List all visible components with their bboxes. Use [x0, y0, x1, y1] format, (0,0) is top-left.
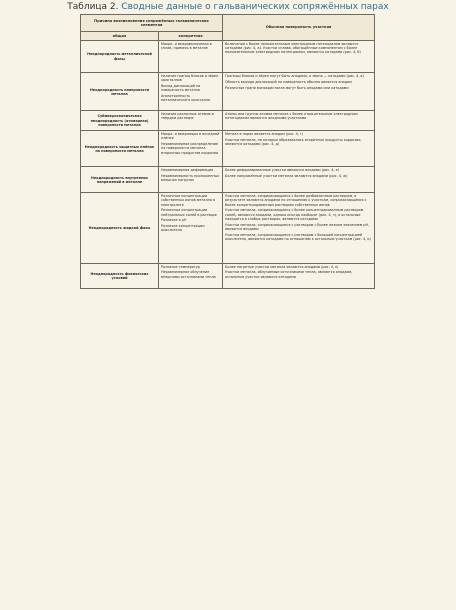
table-row: [81, 41, 375, 73]
header-manifestation: Обычная поверхность участков: [223, 15, 375, 41]
specific-cause-entry: Анизотропность металлического кристалла: [161, 94, 210, 103]
specific-cause-entry: Неравномерность приложенных внешних нагрузок: [161, 174, 220, 183]
general-cause-cell: Неоднородность поверхности металла: [81, 73, 159, 111]
specific-cause-entry: Различные концентрации собственных ионов металла в электролите: [161, 194, 215, 207]
manifestation-entry: Более нагретые участки металла являются анодами (рис. 4, к): [225, 264, 339, 269]
table-row: [81, 263, 375, 289]
manifestation-cell: [223, 73, 375, 111]
manifestation-cell: [223, 111, 375, 131]
manifestation-cell: [223, 41, 375, 73]
specific-cause-entry: Наличие границ блоков и зёрен кристаллов: [161, 74, 219, 83]
galvanic-pairs-table: [80, 14, 375, 289]
manifestation-entry: Границы блоков и зёрен могут быть анодами, а зёрна — катодами (рис. 4, в): [225, 74, 364, 79]
specific-cause-entry: Неравномерное облучение внешними источниками тепла: [161, 270, 216, 279]
specific-cause-entry: Различие концентрации окислителя: [161, 224, 205, 233]
manifestation-entry: Металл в порах является анодом (рис. 4, г): [225, 132, 304, 137]
specific-cause-cell: [159, 167, 223, 193]
specific-cause-entry: Различные концентрации нейтральных солей в растворе: [161, 208, 217, 217]
manifestation-entry: Более деформированные участки являются анодами (рис. 4, е): [225, 168, 340, 173]
caption-title: Сводные данные о гальванических сопряжённых парах: [121, 2, 389, 12]
specific-cause-cell: [159, 131, 223, 167]
manifestation-entry: Включения с более положительным электродным потенциалом являются катодами (рис. 4, а). Участки сплава, обогащённые компонентом с более положительным электродным потенциалом, являются катодами (рис. 4, б): [225, 42, 361, 55]
specific-cause-cell: [159, 193, 223, 263]
table-row: [81, 73, 375, 111]
manifestation-entry: Участки металла, соприкасающиеся с раствором с более низким значением pH, являются анодами: [225, 222, 370, 231]
manifestation-cell: [223, 193, 375, 263]
specific-cause-entry: Макро- и микропоры в оксидной плёнке: [161, 132, 220, 141]
specific-cause-entry: Различие температур: [161, 264, 200, 269]
manifestation-entry: Атомы или группы атомов металла с более отрицательным электродным потенциалом являются анодными участками: [225, 112, 358, 121]
table-row: [81, 111, 375, 131]
manifestation-cell: [223, 167, 375, 193]
caption-prefix: Таблица 2.: [67, 2, 119, 12]
manifestation-entry: Участки металла, соприкасающиеся с более концентрированным раствором солей, являются анодами, однако иногда наоборот (рис. 4, з), а остальные находятся в слабых растворах, являются катодами: [225, 208, 364, 221]
table-body: [81, 41, 375, 289]
manifestation-entry: Участки металла, соприкасающиеся с более разбавленным раствором, в результате являются анодами по отношению к участкам, соприкасающимся с более концентрированным раствором собственных ионов: [225, 194, 367, 207]
specific-cause-cell: [159, 111, 223, 131]
header-cause-group: Причина возникновения сопряжённых гальванических элементов: [81, 15, 223, 32]
specific-cause-cell: [159, 41, 223, 73]
general-cause-cell: Неоднородность металлической фазы: [81, 41, 159, 73]
general-cause-cell: Неоднородность внутренних напряжений в металле: [81, 167, 159, 193]
general-cause-cell: Субмикроскопическая неоднородность (атомарная) поверхности металла: [81, 111, 159, 131]
specific-cause-entry: Наличие различных атомов в твёрдом растворе: [161, 112, 214, 121]
general-cause-cell: Неоднородность физических условий: [81, 263, 159, 289]
specific-cause-cell: [159, 73, 223, 111]
specific-cause-cell: [159, 263, 223, 289]
manifestation-entry: Участки металла, соприкасающиеся с раствором с большей концентрацией окислителя, являются катодами по отношению к остальным участкам (рис. 4, и): [225, 232, 371, 241]
specific-cause-entry: Выход дислокаций на поверхность металла: [161, 84, 201, 93]
specific-cause-entry: Макро- и микровключения в сплав, примесь в металле: [161, 42, 212, 51]
table-caption: [0, 0, 456, 14]
specific-cause-entry: Неравномерная деформация: [161, 168, 214, 173]
specific-cause-entry: Различие в pH: [161, 218, 187, 223]
manifestation-entry: Область выхода дислокаций на поверхность обычно является анодом: [225, 80, 352, 84]
general-cause-cell: Неоднородность жидкой фазы: [81, 193, 159, 263]
manifestation-entry: Различные грани монокристалла могут быть анодами или катодами: [225, 85, 349, 90]
table-row: [81, 193, 375, 263]
manifestation-entry: Более напряжённые участки металла являются анодами (рис. 4, ж): [225, 174, 348, 179]
manifestation-entry: Участки металла, на которых образовались вторичные продукты коррозии, являются катодами (рис. 4, д): [225, 138, 362, 147]
manifestation-cell: [223, 131, 375, 167]
table-row: [81, 131, 375, 167]
manifestation-entry: Участки металла, облучаемые источниками тепла, являются анодами, остальные участки являются катодами: [225, 270, 353, 279]
manifestation-cell: [223, 263, 375, 289]
header-general: общая: [81, 32, 159, 41]
specific-cause-entry: Неравномерное распределение на поверхности металла вторичных продуктов коррозии: [161, 142, 219, 155]
header-specific: конкретная: [159, 32, 223, 41]
general-cause-cell: Неоднородность защитных плёнок на поверхности металла: [81, 131, 159, 167]
table-row: [81, 167, 375, 193]
